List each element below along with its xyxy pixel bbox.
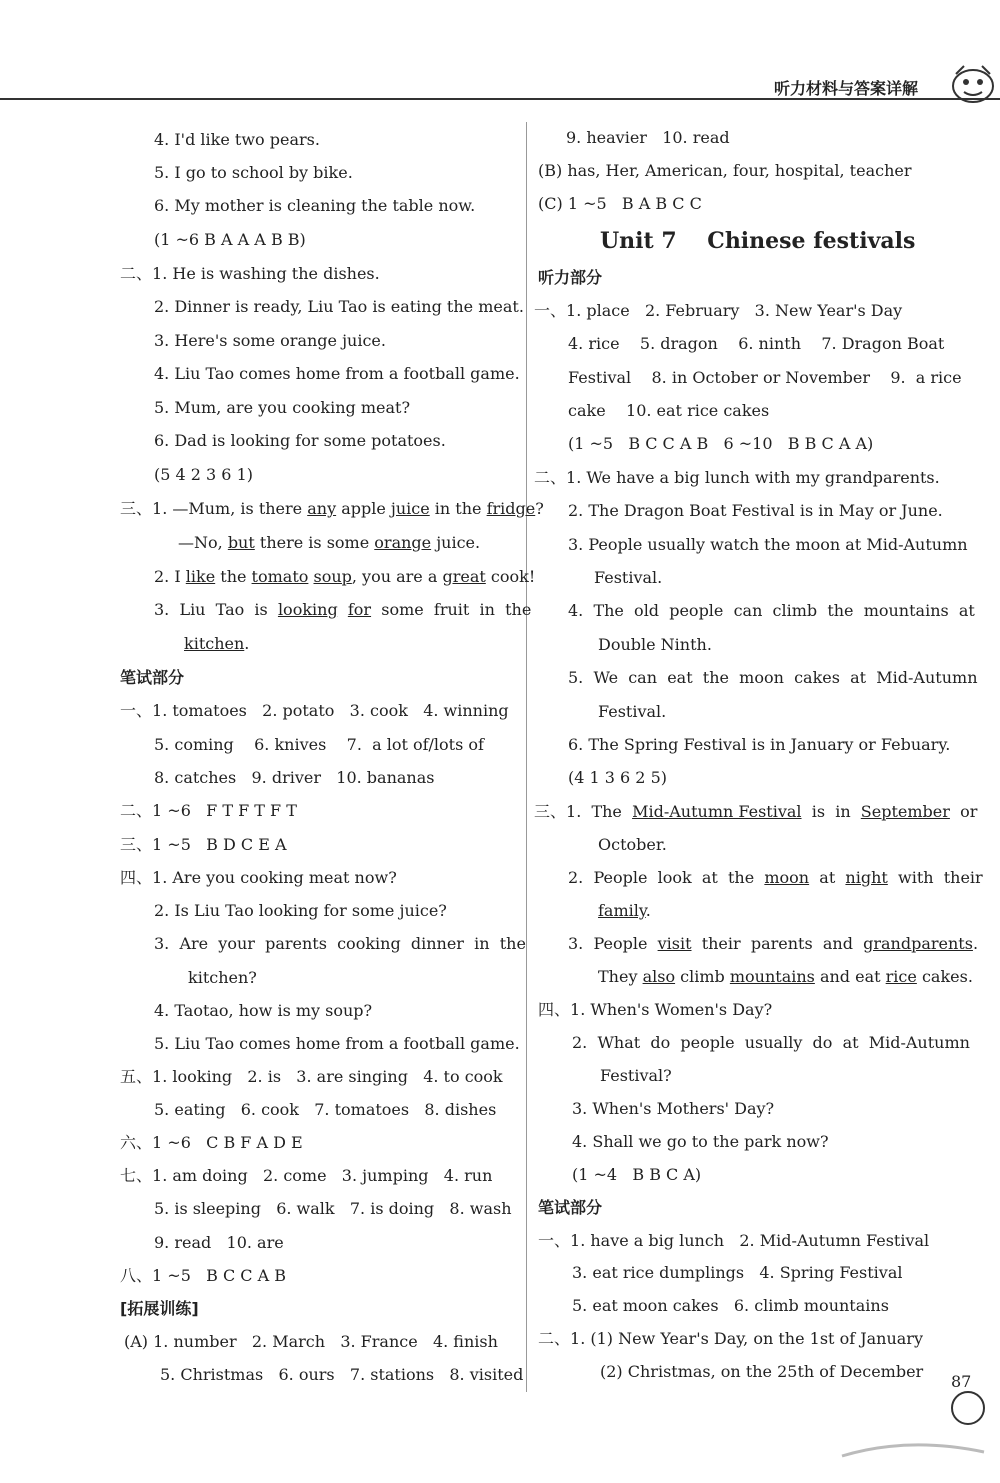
- section-heading: [拓展训练]: [120, 1299, 199, 1318]
- question-line: 八、1 ~5 B C C A B: [120, 1266, 287, 1285]
- answer-key: (1 ~5 B C C A B 6 ~10 B B C A A): [568, 434, 874, 453]
- text-line: 5. is sleeping 6. walk 7. is doing 8. wash: [154, 1199, 512, 1218]
- answer-key: (1 ~4 B B C A): [572, 1165, 702, 1184]
- text-line: kitchen.: [184, 634, 250, 653]
- question-line: 一、1. have a big lunch 2. Mid-Autumn Festival: [538, 1231, 930, 1250]
- text-line: 5. Christmas 6. ours 7. stations 8. visited: [160, 1365, 524, 1384]
- text-line: 2. I like the tomato soup, you are a great cook!: [154, 567, 536, 586]
- text-line: 5. Mum, are you cooking meat?: [154, 398, 411, 417]
- text-line: kitchen?: [188, 968, 257, 987]
- mascot-icon: [946, 60, 1000, 108]
- question-line: 二、1 ~6 F T F T F T: [120, 801, 297, 820]
- text-line: Double Ninth.: [598, 635, 712, 654]
- text-line: 9. read 10. are: [154, 1233, 284, 1252]
- text-line: 4. The old people can climb the mountains at: [568, 601, 975, 620]
- text-line: family.: [598, 901, 651, 920]
- watermark-logo-icon: [838, 1386, 988, 1466]
- answer-key: (5 4 2 3 6 1): [154, 465, 253, 484]
- section-heading: 笔试部分: [120, 668, 185, 687]
- text-line: (B) has, Her, American, four, hospital, teacher: [538, 161, 912, 180]
- section-heading: 听力部分: [538, 268, 603, 287]
- question-line: 一、1. tomatoes 2. potato 3. cook 4. winning: [120, 701, 509, 720]
- text-line: 4. I'd like two pears.: [154, 130, 320, 149]
- question-line: 六、1 ~6 C B F A D E: [120, 1133, 303, 1152]
- section-number: 二、: [120, 264, 153, 283]
- text-line: 4. Shall we go to the park now?: [572, 1132, 829, 1151]
- question-line: 三、1. The Mid-Autumn Festival is in September or: [534, 802, 978, 821]
- column-divider: [526, 122, 527, 1392]
- text-line: Festival?: [600, 1066, 672, 1085]
- question-line: 四、1. Are you cooking meat now?: [120, 868, 397, 887]
- text-line: —No, but there is some orange juice.: [178, 533, 481, 552]
- text-line: 4. Taotao, how is my soup?: [154, 1001, 373, 1020]
- text-line: 3. When's Mothers' Day?: [572, 1099, 775, 1118]
- text-line: 4. Liu Tao comes home from a football game.: [154, 364, 520, 383]
- question-line: 一、1. place 2. February 3. New Year's Day: [534, 301, 903, 320]
- section-heading: 笔试部分: [538, 1198, 603, 1217]
- text-line: 2. Is Liu Tao looking for some juice?: [154, 901, 447, 920]
- text-line: 6. The Spring Festival is in January or Febuary.: [568, 735, 951, 754]
- text-line: Festival.: [598, 702, 667, 721]
- header-title: 听力材料与答案详解: [774, 79, 919, 98]
- text-line: cake 10. eat rice cakes: [568, 401, 770, 420]
- text-line: 9. heavier 10. read: [566, 128, 730, 147]
- question-line: 三、1 ~5 B D C E A: [120, 835, 287, 854]
- text-line: 6. Dad is looking for some potatoes.: [154, 431, 446, 450]
- unit-title: Unit 7 Chinese festivals: [600, 228, 916, 254]
- text-line: 2. People look at the moon at night with their: [568, 868, 983, 887]
- text-line: 2. Dinner is ready, Liu Tao is eating the meat.: [154, 297, 524, 316]
- text-line: (2) Christmas, on the 25th of December: [600, 1362, 924, 1381]
- question-line: 五、1. looking 2. is 3. are singing 4. to cook: [120, 1067, 503, 1086]
- text: 1. He is washing the dishes.: [152, 264, 380, 283]
- text-line: 3. People visit their parents and grandparents.: [568, 934, 979, 953]
- text-line: 5. eating 6. cook 7. tomatoes 8. dishes: [154, 1100, 497, 1119]
- text-line: 3. Here's some orange juice.: [154, 331, 386, 350]
- text-line: 3. eat rice dumplings 4. Spring Festival: [572, 1263, 903, 1282]
- text-line: 2. The Dragon Boat Festival is in May or June.: [568, 501, 943, 520]
- answer-key: (C) 1 ~5 B A B C C: [538, 194, 702, 213]
- text-line: Festival.: [594, 568, 663, 587]
- text-line: 5. eat moon cakes 6. climb mountains: [572, 1296, 889, 1315]
- answer-key: (4 1 3 6 2 5): [568, 768, 667, 787]
- text-line: 3. Liu Tao is looking for some fruit in the: [154, 600, 532, 619]
- question-line: [120, 262, 380, 286]
- text-line: 3. Are your parents cooking dinner in the: [154, 934, 526, 953]
- text-line: 4. rice 5. dragon 6. ninth 7. Dragon Boat: [568, 334, 945, 353]
- text-line: 5. Liu Tao comes home from a football game.: [154, 1034, 520, 1053]
- text-line: 2. What do people usually do at Mid-Autumn: [572, 1033, 970, 1052]
- text-line: 5. coming 6. knives 7. a lot of/lots of: [154, 735, 484, 754]
- question-line: 四、1. When's Women's Day?: [538, 1000, 773, 1019]
- text-line: 5. I go to school by bike.: [154, 163, 353, 182]
- text-line: They also climb mountains and eat rice cakes.: [598, 967, 973, 986]
- question-line: 三、1. —Mum, is there any apple juice in the fridge?: [120, 499, 544, 518]
- text-line: 5. We can eat the moon cakes at Mid-Autumn: [568, 668, 978, 687]
- header-rule: [0, 98, 1000, 100]
- answer-key: (1 ~6 B A A A B B): [154, 230, 306, 249]
- text-line: 6. My mother is cleaning the table now.: [154, 196, 476, 215]
- text-line: (A) 1. number 2. March 3. France 4. finish: [124, 1332, 498, 1351]
- text-line: October.: [598, 835, 667, 854]
- page-number: 87: [951, 1372, 972, 1391]
- text-line: 8. catches 9. driver 10. bananas: [154, 768, 435, 787]
- text-line: 3. People usually watch the moon at Mid-Autumn: [568, 535, 968, 554]
- question-line: 二、1. (1) New Year's Day, on the 1st of January: [538, 1329, 923, 1348]
- question-line: 七、1. am doing 2. come 3. jumping 4. run: [120, 1166, 493, 1185]
- question-line: 二、1. We have a big lunch with my grandparents.: [534, 468, 940, 487]
- text-line: Festival 8. in October or November 9. a rice: [568, 368, 962, 387]
